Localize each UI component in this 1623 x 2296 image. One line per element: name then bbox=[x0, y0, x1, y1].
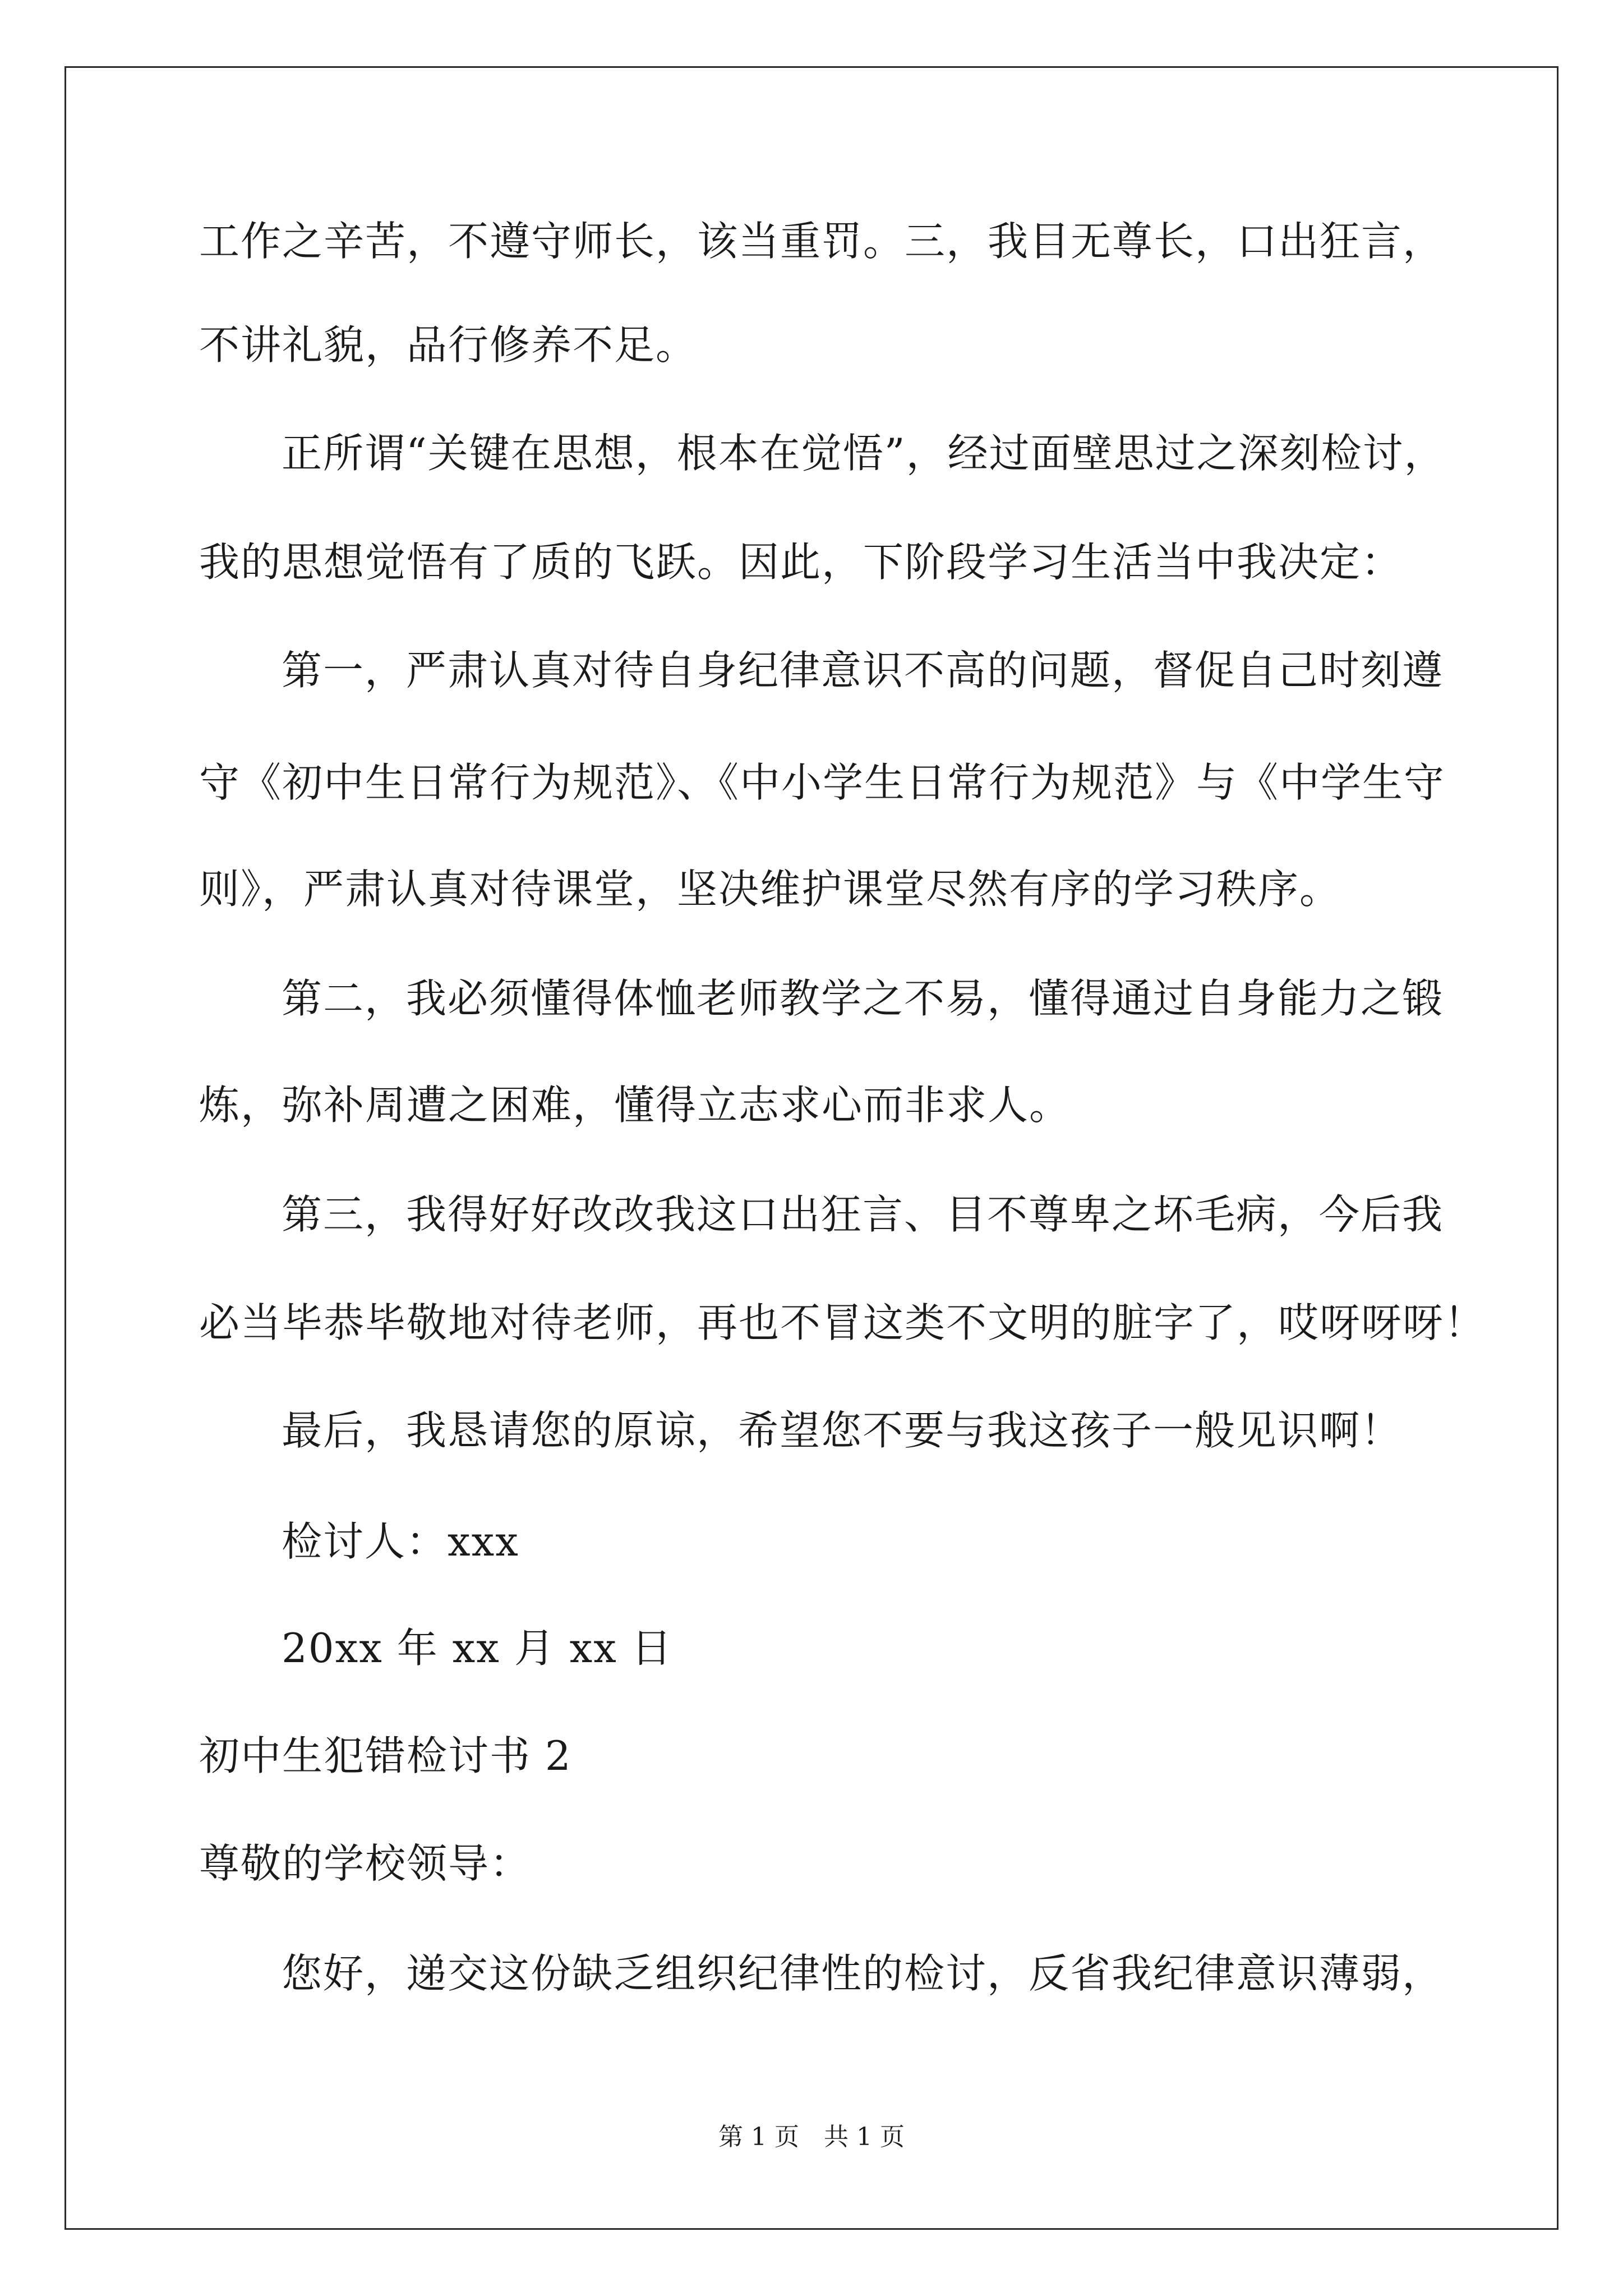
text-line: 炼，弥补周遭之困难，懂得立志求心而非求人。 bbox=[199, 1082, 1071, 1129]
section-title: 初中生犯错检讨书 2 bbox=[199, 1732, 572, 1779]
text-line: 守《初中生日常行为规范》、《中小学生日常行为规范》与《中学生守 bbox=[199, 759, 1446, 806]
date-line: 20xx 年 xx 月 xx 日 bbox=[282, 1625, 673, 1672]
text-line: 我的思想觉悟有了质的飞跃。因此，下阶段学习生活当中我决定： bbox=[199, 539, 1403, 586]
text-line: 工作之辛苦，不遵守师长，该当重罚。三，我目无尊长，口出狂言， bbox=[199, 218, 1445, 265]
text-line: 正所谓“关键在思想，根本在觉悟”，经过面壁思过之深刻检讨， bbox=[282, 430, 1446, 477]
text-line: 不讲礼貌，品行修养不足。 bbox=[199, 321, 698, 369]
text-line: 必当毕恭毕敬地对待老师，再也不冒这类不文明的脏字了，哎呀呀呀！ bbox=[199, 1299, 1486, 1346]
text-line: 最后，我恳请您的原谅，希望您不要与我这孩子一般见识啊！ bbox=[282, 1407, 1403, 1454]
signature-line: 检讨人：xxx bbox=[282, 1518, 519, 1565]
page-number: 第 1 页 共 1 页 bbox=[718, 2123, 905, 2151]
page-frame bbox=[64, 66, 1559, 2230]
text-line: 则》，严肃认真对待课堂，坚决维护课堂尽然有序的学习秩序。 bbox=[199, 866, 1341, 913]
text-line: 第一，严肃认真对待自身纪律意识不高的问题，督促自己时刻遵 bbox=[282, 647, 1444, 694]
text-line: 第三，我得好好改改我这口出狂言、目不尊卑之坏毛病，今后我 bbox=[282, 1191, 1444, 1238]
text-line: 您好，递交这份缺乏组织纪律性的检讨，反省我纪律意识薄弱， bbox=[282, 1950, 1444, 1997]
salutation: 尊敬的学校领导： bbox=[199, 1840, 532, 1887]
text-line: 第二，我必须懂得体恤老师教学之不易，懂得通过自身能力之锻 bbox=[282, 975, 1444, 1022]
